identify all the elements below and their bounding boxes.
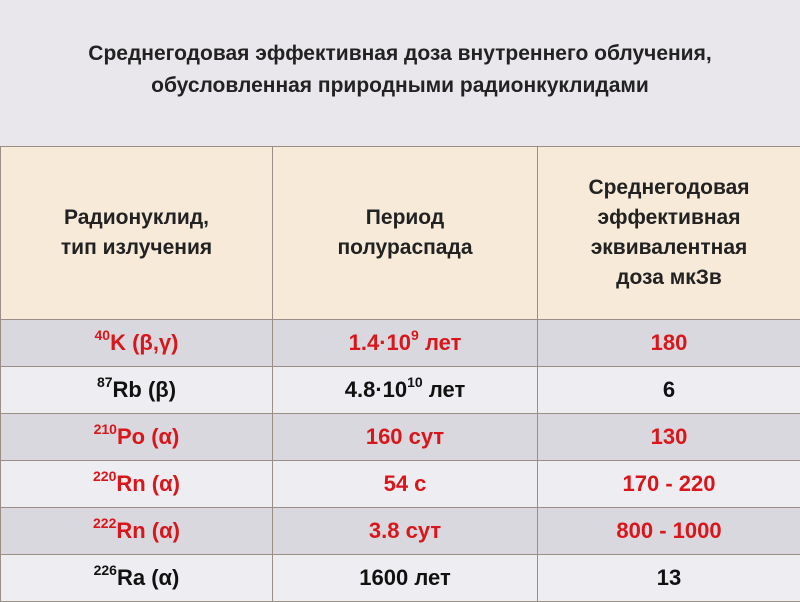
mass-number: 220 bbox=[93, 468, 116, 484]
half-life-value: 1600 лет bbox=[359, 565, 450, 590]
dose-cell: 130 bbox=[538, 414, 800, 461]
nuclide-name: Rn (α) bbox=[116, 518, 180, 543]
title-line-1: Среднегодовая эффективная доза внутреннего облучения, bbox=[0, 38, 800, 70]
nuclide-cell bbox=[1, 508, 273, 555]
half-life-value: 160 сут bbox=[366, 424, 444, 449]
mass-number: 226 bbox=[94, 562, 117, 578]
table-header-row bbox=[1, 147, 800, 320]
header-nuclide: Радионуклид, тип излучения bbox=[1, 147, 273, 320]
nuclide-name: Ra (α) bbox=[117, 565, 179, 590]
header-dose: Среднегодовая эффективная эквивалентная доза мкЗв bbox=[538, 147, 800, 320]
title-line-2: обусловленная природными радионкуклидами bbox=[0, 70, 800, 102]
header-half-life: Период полураспада bbox=[273, 147, 538, 320]
half-life-cell bbox=[273, 555, 538, 602]
table-row bbox=[1, 367, 800, 414]
dose-cell: 170 - 220 bbox=[538, 461, 800, 508]
nuclide-name: K (β,γ) bbox=[110, 330, 178, 355]
half-life-cell bbox=[273, 508, 538, 555]
nuclide-name: Rn (α) bbox=[116, 471, 180, 496]
half-life-cell bbox=[273, 320, 538, 367]
half-life-value: 1.4·10 bbox=[349, 330, 411, 355]
mass-number: 40 bbox=[94, 327, 110, 343]
half-life-unit: лет bbox=[423, 377, 466, 402]
half-life-value: 54 с bbox=[384, 471, 427, 496]
dose-cell: 13 bbox=[538, 555, 800, 602]
dose-cell: 180 bbox=[538, 320, 800, 367]
table-row bbox=[1, 320, 800, 367]
half-life-value: 4.8·10 bbox=[345, 377, 407, 402]
half-life-value: 3.8 сут bbox=[369, 518, 441, 543]
table-row bbox=[1, 555, 800, 602]
half-life-cell bbox=[273, 414, 538, 461]
slide-title bbox=[0, 38, 800, 102]
nuclide-cell bbox=[1, 320, 273, 367]
half-life-cell bbox=[273, 461, 538, 508]
nuclide-cell bbox=[1, 367, 273, 414]
nuclide-cell bbox=[1, 461, 273, 508]
half-life-unit: лет bbox=[419, 330, 462, 355]
nuclide-cell bbox=[1, 555, 273, 602]
table-row bbox=[1, 414, 800, 461]
mass-number: 87 bbox=[97, 374, 113, 390]
half-life-exponent: 9 bbox=[411, 327, 419, 343]
half-life-exponent: 10 bbox=[407, 374, 423, 390]
nuclide-name: Po (α) bbox=[117, 424, 179, 449]
nuclide-name: Rb (β) bbox=[113, 377, 177, 402]
mass-number: 222 bbox=[93, 515, 116, 531]
nuclide-cell bbox=[1, 414, 273, 461]
half-life-cell bbox=[273, 367, 538, 414]
mass-number: 210 bbox=[94, 421, 117, 437]
table-body bbox=[1, 320, 800, 602]
table-row bbox=[1, 461, 800, 508]
radionuclide-table bbox=[0, 146, 800, 602]
dose-cell: 800 - 1000 bbox=[538, 508, 800, 555]
table-row bbox=[1, 508, 800, 555]
dose-cell: 6 bbox=[538, 367, 800, 414]
